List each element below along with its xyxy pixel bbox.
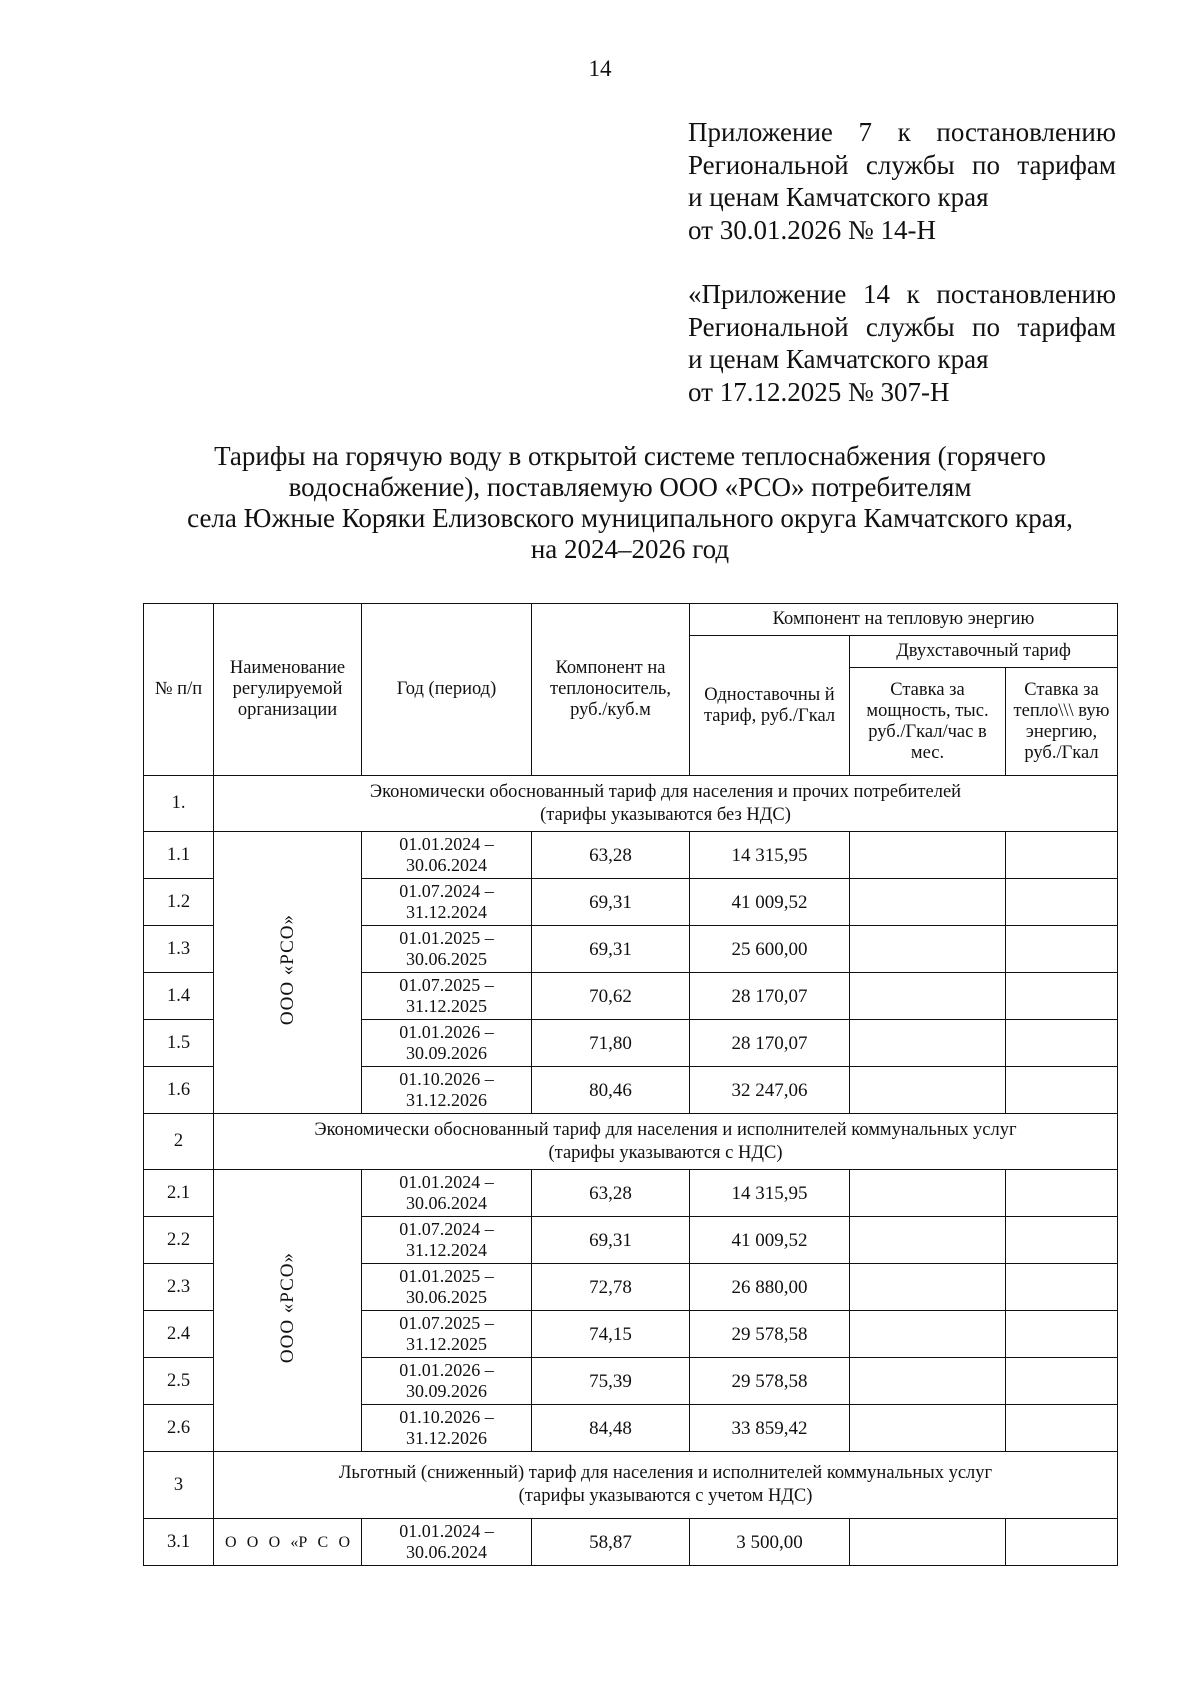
organization-cell xyxy=(214,1519,362,1566)
energy-rate-value xyxy=(1006,1519,1118,1566)
organization-char: О xyxy=(268,1533,281,1551)
capacity-rate-value xyxy=(850,1264,1006,1311)
appendix-line: от 17.12.2025 № 307-Н xyxy=(688,376,950,407)
row-number: 3.1 xyxy=(144,1519,214,1566)
period-to: 30.06.2024 xyxy=(406,1542,487,1562)
coolant-value: 63,28 xyxy=(532,832,690,879)
coolant-value: 80,46 xyxy=(532,1067,690,1114)
organization-char: О xyxy=(246,1533,259,1551)
coolant-value: 84,48 xyxy=(532,1405,690,1452)
period-cell xyxy=(362,832,532,879)
capacity-rate-value xyxy=(850,1358,1006,1405)
row-number: 1.5 xyxy=(144,1020,214,1067)
header-single-rate: Одноставочны й тариф, руб./Гкал xyxy=(690,636,850,776)
section-title xyxy=(214,1114,1118,1170)
period-from: 01.01.2024 – xyxy=(399,1172,494,1192)
coolant-value: 70,62 xyxy=(532,973,690,1020)
capacity-rate-value xyxy=(850,879,1006,926)
period-cell xyxy=(362,1311,532,1358)
energy-rate-value xyxy=(1006,1020,1118,1067)
period-from: 01.01.2025 – xyxy=(399,928,494,948)
period-cell xyxy=(362,1264,532,1311)
row-number: 2.2 xyxy=(144,1217,214,1264)
row-number: 1.3 xyxy=(144,926,214,973)
period-from: 01.10.2026 – xyxy=(399,1407,494,1427)
row-number: 2.3 xyxy=(144,1264,214,1311)
section-title-line: Экономически обоснованный тариф для населения и прочих потребителей xyxy=(369,781,962,802)
section-row xyxy=(144,776,1118,832)
period-from: 01.07.2025 – xyxy=(399,1313,494,1333)
capacity-rate-value xyxy=(850,832,1006,879)
period-cell xyxy=(362,973,532,1020)
period-cell xyxy=(362,1217,532,1264)
single-rate-value: 14 315,95 xyxy=(690,1170,850,1217)
energy-rate-value xyxy=(1006,832,1118,879)
energy-rate-value xyxy=(1006,1217,1118,1264)
capacity-rate-value xyxy=(850,1217,1006,1264)
header-coolant: Компонент на теплоноситель, руб./куб.м xyxy=(532,604,690,776)
single-rate-value: 3 500,00 xyxy=(690,1519,850,1566)
title-line: Тарифы на горячую воду в открытой системе теплоснабжения (горячего xyxy=(214,441,1046,471)
tariff-table xyxy=(143,603,1118,1566)
appendix-line: «Приложение 14 к постановлению xyxy=(688,279,1116,309)
row-number: 2.5 xyxy=(144,1358,214,1405)
period-from: 01.01.2026 – xyxy=(399,1022,494,1042)
energy-rate-value xyxy=(1006,879,1118,926)
capacity-rate-value xyxy=(850,1311,1006,1358)
period-to: 31.12.2026 xyxy=(406,1090,487,1110)
period-from: 01.07.2024 – xyxy=(399,881,494,901)
organization-cell xyxy=(214,832,362,1114)
title-line: на 2024–2026 год xyxy=(530,534,730,564)
period-from: 01.01.2024 – xyxy=(399,834,494,854)
period-cell xyxy=(362,1170,532,1217)
header-period: Год (период) xyxy=(362,604,532,776)
single-rate-value: 28 170,07 xyxy=(690,973,850,1020)
header-capacity-rate: Ставка за мощность, тыс. руб./Гкал/час в мес. xyxy=(850,668,1006,776)
coolant-value: 69,31 xyxy=(532,926,690,973)
organization-char: О xyxy=(225,1533,237,1551)
organization-name: ООО «РСО» xyxy=(277,1251,298,1364)
appendix-line: Региональной службы по тарифам xyxy=(688,149,1116,180)
section-title-line: (тарифы указываются с НДС) xyxy=(548,1142,783,1163)
section-title-line: (тарифы указываются без НДС) xyxy=(540,804,791,825)
section-row xyxy=(144,1452,1118,1519)
coolant-value: 58,87 xyxy=(532,1519,690,1566)
coolant-value: 69,31 xyxy=(532,879,690,926)
organization-cell xyxy=(214,1170,362,1452)
capacity-rate-value xyxy=(850,1519,1006,1566)
page-number: 14 xyxy=(588,56,612,81)
period-to: 31.12.2024 xyxy=(406,902,487,922)
period-to: 30.06.2024 xyxy=(406,1193,487,1213)
single-rate-value: 26 880,00 xyxy=(690,1264,850,1311)
coolant-value: 72,78 xyxy=(532,1264,690,1311)
capacity-rate-value xyxy=(850,926,1006,973)
title-line: водоснабжение), поставляемую ООО «РСО» потребителям xyxy=(288,472,972,502)
period-cell xyxy=(362,1020,532,1067)
capacity-rate-value xyxy=(850,1020,1006,1067)
section-number: 1. xyxy=(144,776,214,832)
period-cell xyxy=(362,1405,532,1452)
row-number: 1.1 xyxy=(144,832,214,879)
section-title-line: (тарифы указываются с учетом НДС) xyxy=(518,1486,813,1506)
single-rate-value: 29 578,58 xyxy=(690,1311,850,1358)
energy-rate-value xyxy=(1006,973,1118,1020)
row-number: 1.4 xyxy=(144,973,214,1020)
period-from: 01.01.2026 – xyxy=(399,1360,494,1380)
period-cell xyxy=(362,879,532,926)
coolant-value: 71,80 xyxy=(532,1020,690,1067)
energy-rate-value xyxy=(1006,1264,1118,1311)
energy-rate-value xyxy=(1006,926,1118,973)
coolant-value: 74,15 xyxy=(532,1311,690,1358)
header-organization: Наименование регулируемой организации xyxy=(214,604,362,776)
period-to: 30.06.2024 xyxy=(406,855,487,875)
period-from: 01.10.2026 – xyxy=(399,1069,494,1089)
section-row xyxy=(144,1114,1118,1170)
period-to: 31.12.2024 xyxy=(406,1240,487,1260)
section-number: 2 xyxy=(144,1114,214,1170)
period-to: 31.12.2025 xyxy=(406,1334,487,1354)
single-rate-value: 41 009,52 xyxy=(690,1217,850,1264)
table-row xyxy=(144,1170,1118,1217)
energy-rate-value xyxy=(1006,1311,1118,1358)
table-row xyxy=(144,832,1118,879)
single-rate-value: 28 170,07 xyxy=(690,1020,850,1067)
single-rate-value: 33 859,42 xyxy=(690,1405,850,1452)
organization-name-spread xyxy=(217,1532,358,1553)
coolant-value: 63,28 xyxy=(532,1170,690,1217)
organization-name: ООО «РСО» xyxy=(277,913,298,1026)
capacity-rate-value xyxy=(850,1067,1006,1114)
organization-char: «Р xyxy=(290,1533,308,1551)
period-from: 01.07.2025 – xyxy=(399,975,494,995)
appendix-header-original xyxy=(688,278,1116,408)
coolant-value: 75,39 xyxy=(532,1358,690,1405)
header-heat-group: Компонент на тепловую энергию xyxy=(690,604,1118,636)
capacity-rate-value xyxy=(850,1170,1006,1217)
capacity-rate-value xyxy=(850,1405,1006,1452)
row-number: 2.4 xyxy=(144,1311,214,1358)
period-from: 01.07.2024 – xyxy=(399,1219,494,1239)
appendix-line: от 30.01.2026 № 14-Н xyxy=(688,214,936,245)
section-title xyxy=(214,1452,1118,1519)
period-from: 01.01.2025 – xyxy=(399,1266,494,1286)
document-title xyxy=(150,441,1110,565)
header-two-rate-group: Двухставочный тариф xyxy=(850,636,1118,668)
single-rate-value: 14 315,95 xyxy=(690,832,850,879)
period-to: 30.06.2025 xyxy=(406,949,487,969)
period-to: 30.06.2025 xyxy=(406,1287,487,1307)
row-number: 1.6 xyxy=(144,1067,214,1114)
section-number: 3 xyxy=(144,1452,214,1519)
single-rate-value: 29 578,58 xyxy=(690,1358,850,1405)
energy-rate-value xyxy=(1006,1067,1118,1114)
capacity-rate-value xyxy=(850,973,1006,1020)
title-line: села Южные Коряки Елизовского муниципального округа Камчатского края, xyxy=(187,503,1073,533)
organization-char: С xyxy=(317,1533,329,1551)
row-number: 2.1 xyxy=(144,1170,214,1217)
period-from: 01.01.2024 – xyxy=(399,1521,494,1541)
period-to: 30.09.2026 xyxy=(406,1043,487,1063)
appendix-line: и ценам Камчатского края xyxy=(688,182,989,212)
period-cell xyxy=(362,1358,532,1405)
row-number: 1.2 xyxy=(144,879,214,926)
period-to: 31.12.2026 xyxy=(406,1428,487,1448)
header-energy-rate: Ставка за тепло\\\ вую энергию, руб./Гкал xyxy=(1006,668,1118,776)
period-cell xyxy=(362,1067,532,1114)
period-to: 30.09.2026 xyxy=(406,1381,487,1401)
single-rate-value: 41 009,52 xyxy=(690,879,850,926)
organization-char: О xyxy=(338,1533,350,1551)
appendix-line: Региональной службы по тарифам xyxy=(688,311,1116,342)
appendix-header-current xyxy=(688,116,1116,246)
section-title xyxy=(214,776,1118,832)
period-cell xyxy=(362,926,532,973)
energy-rate-value xyxy=(1006,1358,1118,1405)
period-cell xyxy=(362,1519,532,1566)
single-rate-value: 32 247,06 xyxy=(690,1067,850,1114)
appendix-line: Приложение 7 к постановлению xyxy=(688,117,1116,147)
period-to: 31.12.2025 xyxy=(406,996,487,1016)
appendix-line: и ценам Камчатского края xyxy=(688,344,989,374)
row-number: 2.6 xyxy=(144,1405,214,1452)
single-rate-value: 25 600,00 xyxy=(690,926,850,973)
header-number: № п/п xyxy=(144,604,214,776)
coolant-value: 69,31 xyxy=(532,1217,690,1264)
table-row xyxy=(144,1519,1118,1566)
energy-rate-value xyxy=(1006,1170,1118,1217)
section-title-line: Экономически обоснованный тариф для населения и исполнителей коммунальных услуг xyxy=(314,1119,1017,1140)
section-title-line: Льготный (сниженный) тариф для населения и исполнителей коммунальных услуг xyxy=(338,1463,993,1483)
energy-rate-value xyxy=(1006,1405,1118,1452)
